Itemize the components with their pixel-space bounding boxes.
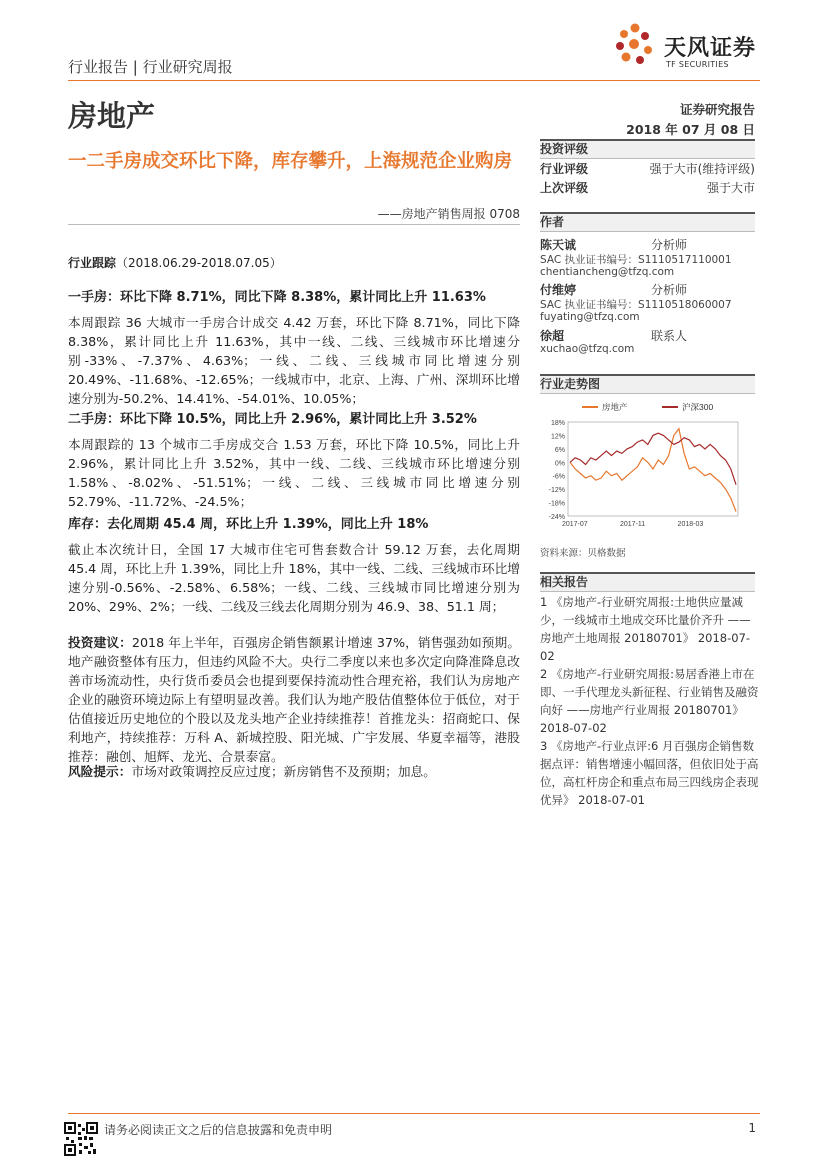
x-tick-label: 2017-11 [620, 521, 646, 528]
paragraph-investment [68, 633, 520, 766]
investment-label: 投资建议： [68, 635, 132, 650]
series-line-realestate [570, 429, 736, 512]
tracking-range: （2018.06.29-2018.07.05） [116, 256, 282, 270]
author-role: 分析师 [651, 283, 688, 297]
footer-divider [68, 1113, 760, 1114]
rating-value: 强于大市(维持评级) [649, 162, 755, 176]
logo-text: 天风证券 [664, 36, 757, 61]
paragraph-risk [68, 762, 520, 781]
section-heading-new-homes: 一手房：环比下降 8.71%，同比下降 8.38%，累计同比上升 11.63% [68, 290, 486, 305]
section-heading-second-hand: 二手房：环比下降 10.5%，同比上升 2.96%，累计同比上升 3.52% [68, 412, 477, 427]
y-tick-label: 0% [554, 460, 565, 468]
risk-label: 风险提示： [68, 764, 132, 779]
x-tick-label: 2017-07 [561, 521, 588, 528]
doc-type: 证券研究报告 [679, 102, 755, 117]
section-heading-inventory: 库存：去化周期 45.4 周，环比上升 1.39%，同比上升 18% [68, 517, 429, 532]
headline: 一二手房成交环比下降，库存攀升，上海规范企业购房 [68, 151, 513, 172]
rating-label: 行业评级 [540, 162, 589, 176]
x-tick-label: 2018-03 [677, 521, 704, 528]
author-name: 徐超 [540, 329, 565, 343]
header-divider [68, 80, 760, 81]
logo-icon [612, 22, 658, 68]
qr-code-icon [64, 1122, 98, 1156]
author-email[interactable]: xuchao@tfzq.com [540, 343, 635, 355]
risk-text: 市场对政策调控反应过度；新房销售不及预期；加息。 [131, 764, 436, 779]
tracking-label: 行业跟踪 [68, 256, 117, 270]
report-subtitle: ——房地产销售周报 0708 [377, 207, 520, 221]
author-cert: SAC 执业证书编号：S1110517110001 [540, 254, 732, 266]
trend-header: 行业走势图 [540, 374, 755, 394]
report-type: 行业报告 | 行业研究周报 [68, 58, 233, 76]
related-report-link[interactable]: 3 《房地产-行业点评:6 月百强房企销售数据点评：销售增速小幅回落，但依旧处于高位，高杠杆房企和重点布局三四线房企表现优异》 2018-07-01 [540, 739, 759, 807]
subtitle-divider [68, 224, 520, 225]
author-role: 分析师 [651, 238, 688, 252]
investment-text: 2018 年上半年，百强房企销售额累计增速 37%，销售强劲如预期。地产融资整体有压力，但违约风险不大。央行二季度以来也多次定向降准降息改善市场流动性，央行货币委员会也提到要保持流动性合理充裕，我们认为房地产企业的融资环境边际上有望明显改善。我们认为地产股估值整体位于低位，对于估值接近历史地位的个股以及龙头地产企业持续推荐！首推龙头：招商蛇口、保利地产，持续推荐：万科 A、新城控股、阳光城、广宇发展、华夏幸福等，港股推荐：融创、旭辉、龙光、合景泰富。 [68, 635, 521, 764]
rating-label: 上次评级 [540, 181, 589, 195]
y-tick-label: -18% [548, 500, 565, 508]
author-email[interactable]: fuyating@tfzq.com [540, 311, 640, 323]
paragraph-second-hand: 本周跟踪的 13 个城市二手房成交合 1.53 万套，环比下降 10.5%，同比上升 2.96%，累计同比上升 3.52%，其中一线、二线、三线城市环比增速分别 1.58%、-8.02%、-51.51%；一线、二线、三线城市同比增速分别 52.79%、-11.72%、-24.5%； [68, 437, 520, 509]
author-name: 陈天诚 [540, 238, 577, 252]
trend-chart [540, 398, 755, 536]
author-email[interactable]: chentiancheng@tfzq.com [540, 266, 675, 278]
series-line-hs300 [570, 433, 736, 485]
disclaimer-text: 请务必阅读正文之后的信息披露和免责申明 [104, 1123, 333, 1137]
sector-title: 房地产 [68, 99, 156, 133]
author-role: 联系人 [651, 329, 688, 343]
rating-value: 强于大市 [706, 181, 755, 195]
y-tick-label: 6% [554, 446, 565, 454]
author-cert: SAC 执业证书编号：S1110518060007 [540, 299, 732, 311]
tracking-period [68, 254, 282, 271]
y-tick-label: 12% [550, 433, 565, 441]
paragraph-inventory: 截止本次统计日，全国 17 大城市住宅可售套数合计 59.12 万套，去化周期 45.4 周，环比上升 1.39%，同比上升 18%，其中一线、二线、三线城市环比增速分别-0.56%、-2.58%、6.58%；一线、二线、三线城市同比增速分别为 20%、29%、2%；一线、二线及三线去化周期分别为 46.9、38、51.1 周； [68, 542, 520, 614]
legend-label-realestate: 房地产 [602, 402, 628, 412]
paragraph-new-homes: 本周跟踪 36 大城市一手房合计成交 4.42 万套，环比下降 8.71%，同比下降 8.38%，累计同比上升 11.63%，其中一线、二线、三线城市环比增速分别-33%、-7.37%、4.63%；一线、二线、三线城市同比增速分别 20.49%、-11.68%、-12.65%；一线城市中，北京、上海、广州、深圳环比增速分别为-50.2%、14.41%、-54.01%、10.05%； [68, 315, 520, 406]
legend-label-hs300: 沪深300 [682, 402, 714, 412]
rating-row [540, 160, 755, 178]
related-list [540, 593, 760, 809]
authors-header: 作者 [540, 212, 755, 232]
chart-source: 资料来源：贝格数据 [540, 548, 626, 559]
related-report-link[interactable]: 1 《房地产-行业研究周报:土地供应量减少，一线城市土地成交环比量价齐升 ——房地产土地周报 20180701》 2018-07-02 [540, 595, 751, 663]
rating-row [540, 179, 755, 197]
y-tick-label: -6% [552, 473, 565, 481]
y-tick-label: -12% [548, 487, 565, 495]
related-header: 相关报告 [540, 572, 755, 592]
report-date: 2018 年 07 月 08 日 [626, 122, 755, 137]
y-tick-label: 18% [550, 420, 565, 427]
rating-header: 投资评级 [540, 139, 755, 159]
page-number: 1 [748, 1121, 756, 1135]
y-tick-label: -24% [548, 514, 565, 521]
logo-subtext: TF SECURITIES [666, 60, 729, 69]
related-report-link[interactable]: 2 《房地产-行业研究周报:易居香港上市在即、一手代理龙头新征程、行业销售及融资向好 ——房地产行业周报 20180701》 2018-07-02 [540, 667, 759, 735]
author-name: 付维婷 [540, 283, 577, 297]
